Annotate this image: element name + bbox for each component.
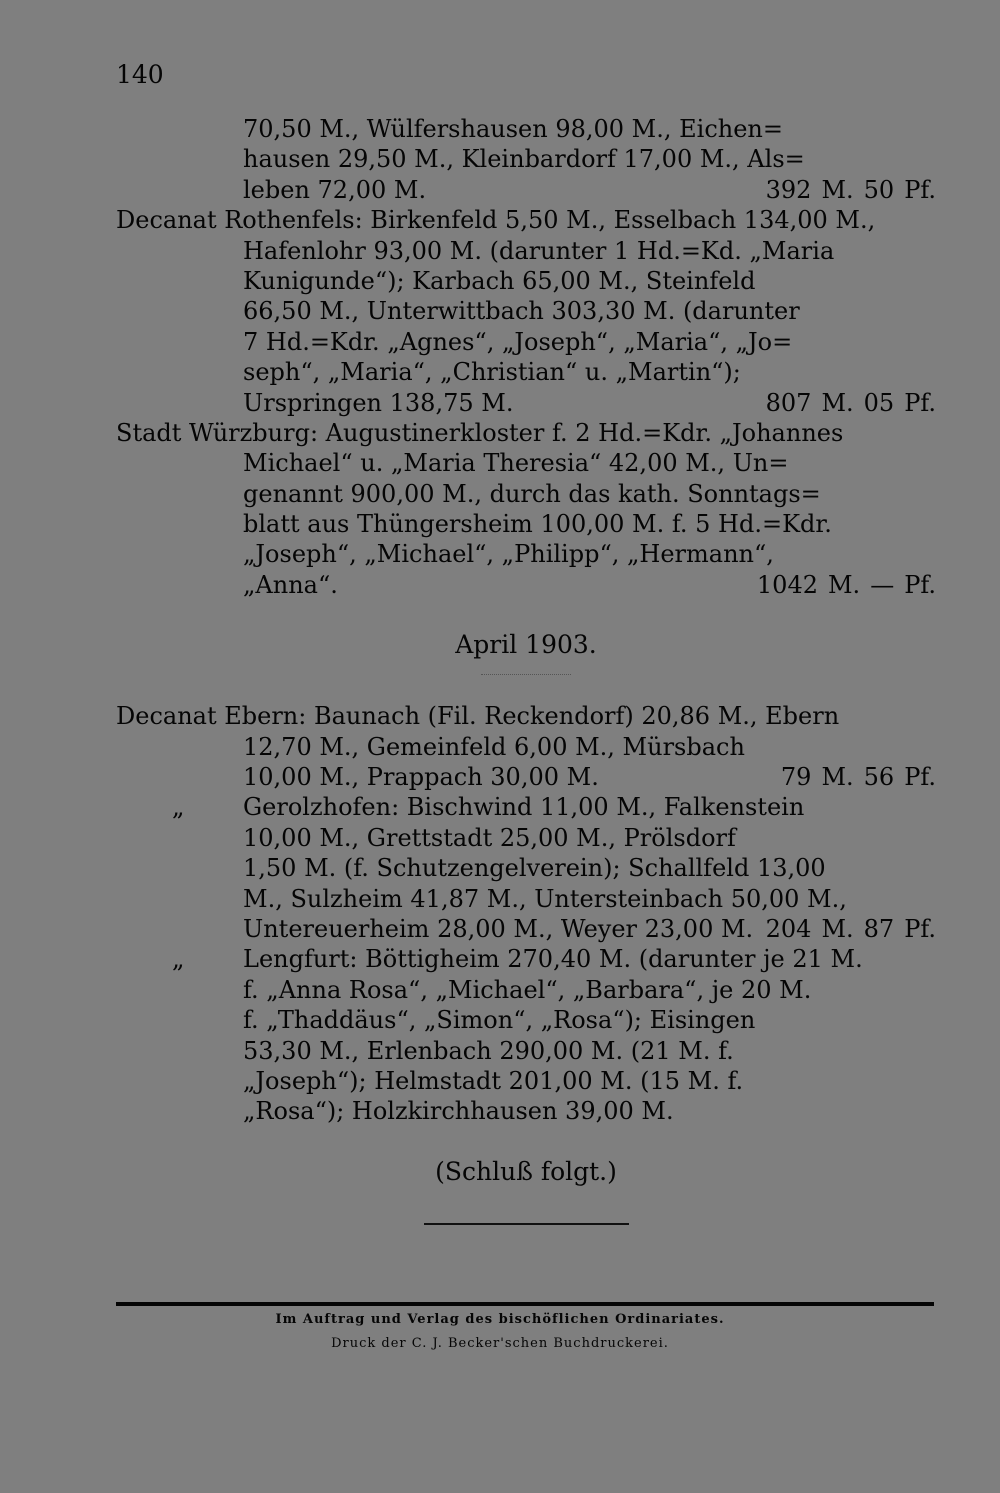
amount-part: M. — [821, 914, 854, 943]
section-march — [116, 114, 936, 600]
amount-part: 50 — [863, 175, 895, 204]
entry-line — [116, 266, 936, 296]
closing-note: (Schluß folgt.) — [435, 1156, 617, 1186]
entry-text: M., Sulzheim 41,87 M., Untersteinbach 50,00 M., — [243, 884, 847, 913]
ditto-mark: „ — [172, 945, 185, 974]
entry-line — [116, 732, 936, 762]
entry-amount — [756, 914, 936, 944]
entry-line — [116, 236, 936, 266]
entry-line — [116, 823, 936, 853]
entry-text: Stadt Würzburg: Augustinerkloster f. 2 Hd.=Kdr. „Johannes — [116, 418, 844, 447]
amount-part: Pf. — [904, 388, 936, 417]
page-body — [116, 114, 936, 1225]
entry — [116, 701, 936, 792]
entry-line — [116, 479, 936, 509]
entry-line — [116, 357, 936, 387]
entry-text: Untereuerheim 28,00 M., Weyer 23,00 M. — [243, 914, 754, 943]
entry-line — [116, 509, 936, 539]
entry-line — [116, 853, 936, 883]
entry-line — [116, 762, 936, 792]
amount-part: Pf. — [904, 914, 936, 943]
entry-text: Kunigunde“); Karbach 65,00 M., Steinfeld — [243, 266, 756, 295]
amount-part: M. — [827, 570, 861, 599]
entry-line — [116, 884, 936, 914]
entry-amount — [771, 762, 936, 792]
entry-text: seph“, „Maria“, „Christian“ u. „Martin“); — [243, 358, 741, 387]
entry-text: genannt 900,00 M., durch das kath. Sonntags= — [243, 479, 821, 508]
entry-text: „Rosa“); Holzkirchhausen 39,00 M. — [243, 1097, 674, 1126]
entry-text: Urspringen 138,75 M. — [243, 388, 514, 417]
entry-text: 7 Hd.=Kdr. „Agnes“, „Joseph“, „Maria“, „Jo= — [243, 327, 793, 356]
entry-text: 1,50 M. (f. Schutzengelverein); Schallfeld 13,00 — [243, 854, 826, 883]
footer-publisher: Im Auftrag und Verlag des bischöflichen Ordinariates. — [275, 1312, 725, 1327]
entry-line — [116, 975, 936, 1005]
entry — [116, 114, 936, 205]
entry-text: Hafenlohr 93,00 M. (darunter 1 Hd.=Kd. „Maria — [243, 236, 835, 265]
entry-text: 10,00 M., Grettstadt 25,00 M., Prölsdorf — [243, 823, 736, 852]
entry-line — [116, 175, 936, 205]
entry-text: 70,50 M., Wülfershausen 98,00 M., Eichen= — [243, 115, 783, 143]
entry-line — [116, 1096, 936, 1126]
entry-line — [116, 1036, 936, 1066]
entry-text: hausen 29,50 M., Kleinbardorf 17,00 M., Als= — [243, 145, 805, 174]
footer-printer: Druck der C. J. Becker'schen Buchdruckerei. — [331, 1336, 669, 1351]
amount-part: M. — [821, 175, 854, 204]
entry-text: „Anna“. — [243, 570, 338, 599]
section-heading-april: April 1903. — [455, 630, 597, 660]
amount-part: — — [870, 570, 895, 599]
entry-text: „Joseph“); Helmstadt 201,00 M. (15 M. f. — [243, 1066, 744, 1095]
entry-line — [116, 388, 936, 418]
entry-line — [116, 448, 936, 478]
entry-line — [116, 327, 936, 357]
entry — [116, 418, 936, 600]
entry-amount — [756, 388, 936, 418]
entry-text: blatt aus Thüngersheim 100,00 M. f. 5 Hd.=Kdr. — [243, 510, 832, 539]
amount-part: 56 — [863, 763, 895, 792]
entry — [116, 205, 936, 418]
amount-part: 807 — [765, 388, 812, 417]
entry-text: leben 72,00 M. — [243, 175, 427, 204]
entry-line — [116, 570, 936, 600]
entry-amount — [756, 175, 936, 205]
ditto-mark: „ — [172, 793, 185, 822]
entry-line — [116, 539, 936, 569]
amount-part: 05 — [863, 388, 895, 417]
page-number: 140 — [116, 60, 164, 89]
entry-line — [116, 944, 936, 974]
footer-rule — [116, 1302, 934, 1306]
entry-text: f. „Anna Rosa“, „Michael“, „Barbara“, je 20 M. — [243, 975, 812, 1004]
entry-text: Gerolzhofen: Bischwind 11,00 M., Falkenstein — [243, 793, 805, 822]
entry-text: Decanat Ebern: Baunach (Fil. Reckendorf) 20,86 M., Ebern — [116, 702, 840, 731]
entry-line — [116, 701, 936, 731]
entry-text: 53,30 M., Erlenbach 290,00 M. (21 M. f. — [243, 1036, 734, 1065]
entry-amount — [747, 570, 936, 600]
amount-part: M. — [821, 388, 854, 417]
entry-line — [116, 114, 936, 144]
entry — [116, 792, 936, 944]
section-april — [116, 701, 936, 1126]
entry-line — [116, 914, 936, 944]
entry-line — [116, 1066, 936, 1096]
amount-part: Pf. — [904, 763, 936, 792]
entry-line — [116, 1005, 936, 1035]
entry — [116, 944, 936, 1126]
entry-line — [116, 144, 936, 174]
entry-line — [116, 205, 936, 235]
entry-text: Lengfurt: Böttigheim 270,40 M. (darunter je 21 M. — [243, 945, 863, 974]
amount-part: 204 — [765, 914, 812, 943]
amount-part: Pf. — [904, 175, 936, 204]
amount-part: 87 — [863, 914, 895, 943]
amount-part: M. — [821, 763, 854, 792]
entry-text: Michael“ u. „Maria Theresia“ 42,00 M., Un= — [243, 449, 789, 478]
entry-text: 12,70 M., Gemeinfeld 6,00 M., Mürsbach — [243, 732, 745, 761]
entry-line — [116, 296, 936, 326]
entry-text: 10,00 M., Prappach 30,00 M. — [243, 763, 599, 792]
entry-line — [116, 418, 936, 448]
entry-text: f. „Thaddäus“, „Simon“, „Rosa“); Eisingen — [243, 1006, 756, 1035]
closing-divider — [424, 1223, 629, 1225]
entry-text: 66,50 M., Unterwittbach 303,30 M. (darunter — [243, 297, 800, 326]
amount-part: 392 — [765, 175, 812, 204]
entry-text: Decanat Rothenfels: Birkenfeld 5,50 M., Esselbach 134,00 M., — [116, 206, 876, 235]
entry-text: „Joseph“, „Michael“, „Philipp“, „Hermann“, — [243, 540, 774, 569]
amount-part: 1042 — [756, 570, 818, 599]
amount-part: Pf. — [904, 570, 936, 599]
amount-part: 79 — [780, 763, 812, 792]
entry-line — [116, 792, 936, 822]
